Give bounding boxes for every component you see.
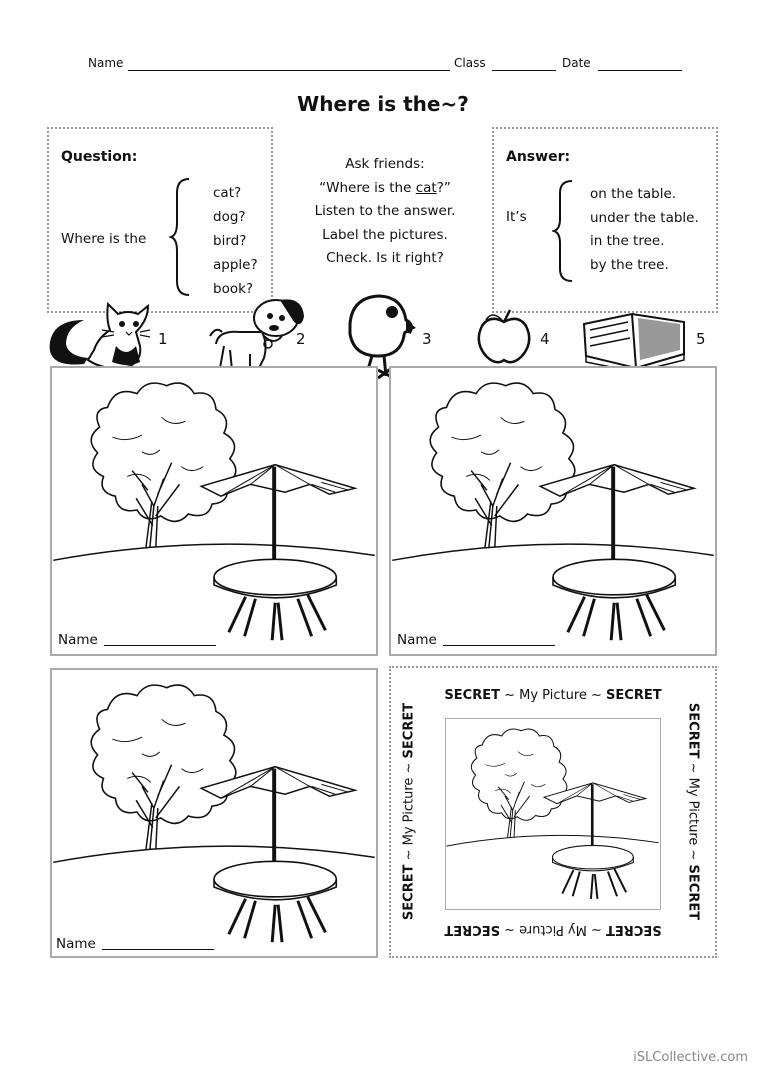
class-label: Class: [454, 56, 486, 70]
picture-box-1: [50, 366, 378, 656]
scene-illustration-3: [52, 670, 376, 956]
scene-illustration-2: [391, 368, 715, 654]
answer-box: [492, 127, 718, 313]
answer-stem: It’s: [506, 209, 527, 225]
secret-right-word-1: SECRET: [685, 702, 701, 759]
secret-top-sep-2: ~: [586, 688, 607, 703]
secret-bottom-sep-2: ~: [499, 922, 520, 937]
page-title: Where is the~?: [297, 92, 469, 116]
apple-icon: [476, 308, 534, 366]
item-number-5: 5: [696, 330, 706, 348]
secret-bottom-sep-1: ~: [586, 922, 607, 937]
secret-right-sep-2: ~: [685, 845, 701, 865]
option-bird: bird?: [213, 233, 247, 249]
answer-under-table: under the table.: [590, 209, 699, 226]
class-line[interactable]: [492, 70, 556, 71]
secret-top-word-2: SECRET: [606, 688, 662, 703]
item-number-4: 4: [540, 330, 550, 348]
instruction-line-2-suffix: ?”: [436, 179, 451, 196]
question-heading: Question:: [61, 149, 138, 165]
date-label: Date: [562, 56, 591, 70]
secret-top-word-1: SECRET: [444, 688, 500, 703]
instruction-line-2: [290, 177, 480, 201]
secret-caption-right: [686, 702, 701, 922]
secret-scene-illustration: [446, 719, 659, 908]
dog-icon: [206, 292, 310, 372]
picture-2-name-label: Name: [397, 632, 437, 648]
option-cat: cat?: [213, 185, 242, 201]
picture-3-name-field[interactable]: [56, 936, 214, 952]
secret-left-middle: My Picture: [401, 777, 417, 846]
secret-right-middle: My Picture: [685, 777, 701, 846]
question-options: [213, 181, 258, 301]
instructions: [290, 153, 480, 271]
name-label: Name: [88, 56, 124, 70]
secret-left-word-2: SECRET: [401, 702, 417, 759]
answer-options: [590, 183, 699, 277]
scene-illustration-1: [52, 368, 376, 654]
picture-2-name-field[interactable]: [397, 632, 555, 648]
answer-by-tree: by the tree.: [590, 256, 669, 273]
answer-heading: Answer:: [506, 149, 571, 165]
secret-bottom-word-2: SECRET: [444, 922, 500, 937]
answer-in-tree: in the tree.: [590, 233, 665, 249]
secret-left-word-1: SECRET: [401, 864, 417, 921]
secret-caption-bottom: [391, 922, 715, 937]
item-number-3: 3: [422, 330, 432, 348]
instruction-line-3: Listen to the answer.: [314, 203, 456, 219]
secret-bottom-word-1: SECRET: [606, 922, 662, 937]
secret-left-sep-1: ~: [401, 845, 417, 865]
secret-caption-left: [402, 702, 417, 922]
site-watermark: iSLCollective.com: [633, 1050, 748, 1065]
left-brace-icon: [169, 177, 193, 297]
secret-right-word-2: SECRET: [685, 864, 701, 921]
secret-top-sep-1: ~: [499, 688, 520, 703]
instruction-line-2-prefix: “Where is the: [319, 179, 416, 196]
question-box: [47, 127, 273, 313]
answer-on-table: on the table.: [590, 186, 677, 202]
picture-box-3: [50, 668, 378, 958]
book-icon: [580, 302, 690, 372]
picture-1-name-field[interactable]: [58, 632, 216, 648]
instruction-line-4: Label the pictures.: [322, 226, 448, 243]
right-brace-icon: [552, 179, 576, 283]
option-apple: apple?: [213, 257, 258, 273]
item-number-2: 2: [296, 330, 306, 348]
secret-picture-box: [389, 666, 717, 958]
secret-picture-frame: [445, 718, 661, 910]
secret-bottom-middle: My Picture: [519, 922, 587, 937]
picture-1-name-label: Name: [58, 632, 98, 648]
header-fields: [88, 52, 688, 76]
secret-right-sep-1: ~: [685, 758, 701, 778]
option-book: book?: [213, 281, 254, 297]
instruction-line-5: Check. Is it right?: [326, 250, 444, 266]
picture-3-name-label: Name: [56, 936, 96, 952]
secret-caption-top: [391, 688, 715, 703]
date-line[interactable]: [598, 70, 682, 71]
cat-icon: [44, 298, 156, 374]
item-number-1: 1: [158, 330, 168, 348]
instruction-line-2-word: cat: [415, 179, 437, 196]
question-stem: Where is the: [61, 231, 147, 247]
secret-left-sep-2: ~: [401, 758, 417, 778]
instruction-line-1: Ask friends:: [345, 156, 425, 172]
option-dog: dog?: [213, 209, 246, 225]
name-line[interactable]: [128, 70, 450, 71]
picture-box-2: [389, 366, 717, 656]
secret-top-middle: My Picture: [519, 688, 587, 703]
